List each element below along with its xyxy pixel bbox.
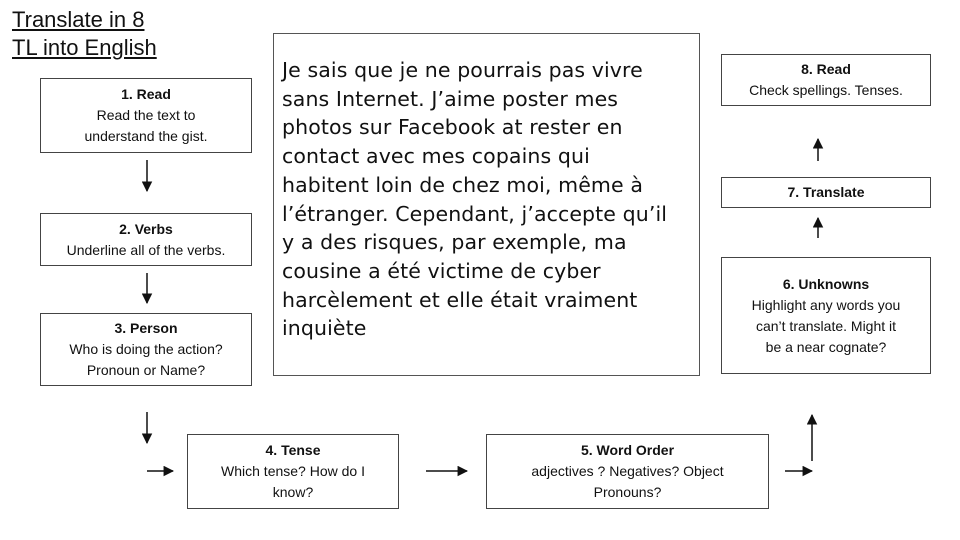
passage-line-3: photos sur Facebook at rester en	[282, 115, 623, 140]
step-2-text-line-1: Underline all of the verbs.	[66, 241, 226, 258]
passage-line-8: cousine a été victime de cyber	[282, 258, 601, 283]
step-1-heading: 1. Read	[121, 86, 171, 102]
step-4-text-line-2: know?	[272, 484, 314, 500]
passage-line-4: contact avec mes copains qui	[282, 144, 590, 169]
passage-line-7: y a des risques, par exemple, ma	[282, 230, 627, 255]
step-5-text-line-1: adjectives ? Negatives? Object	[531, 463, 724, 479]
step-3-heading: 3. Person	[114, 320, 178, 336]
title-line-1: Translate in 8	[12, 7, 145, 32]
passage-line-5: habitent loin de chez moi, même à	[282, 172, 643, 197]
step-3-text-line-2: Pronoun or Name?	[86, 362, 206, 378]
title-line-2: TL into English	[12, 35, 157, 60]
passage-line-10: inquiète	[282, 316, 367, 341]
step-6-text-line-3: be a near cognate?	[765, 338, 887, 355]
step-8-text-line-1: Check spellings. Tenses.	[749, 82, 903, 98]
step-7-heading: 7. Translate	[787, 184, 865, 200]
step-5-text-line-2: Pronouns?	[593, 484, 662, 500]
step-8-heading: 8. Read	[801, 61, 851, 77]
passage-line-1: Je sais que je ne pourrais pas vivre	[282, 58, 643, 82]
step-4-heading: 4. Tense	[265, 442, 321, 458]
step-1-text-line-1: Read the text to	[96, 107, 196, 123]
passage-line-6: l’étranger. Cependant, j’accepte qu’il	[282, 201, 668, 226]
passage-line-2: sans Internet. J’aime poster mes	[282, 86, 619, 111]
step-6-text-line-1: Highlight any words you	[751, 296, 901, 313]
step-6-heading: 6. Unknowns	[782, 275, 870, 292]
step-2-heading: 2. Verbs	[119, 220, 173, 237]
step-6-text-line-2: can’t translate. Might it	[755, 317, 897, 334]
step-3-text-line-1: Who is doing the action?	[69, 341, 223, 357]
passage-line-9: harcèlement et elle était vraiment	[282, 287, 638, 312]
step-5-heading: 5. Word Order	[580, 442, 675, 458]
step-4-text-line-1: Which tense? How do I	[221, 463, 365, 479]
step-1-text-line-2: understand the gist.	[84, 128, 208, 144]
